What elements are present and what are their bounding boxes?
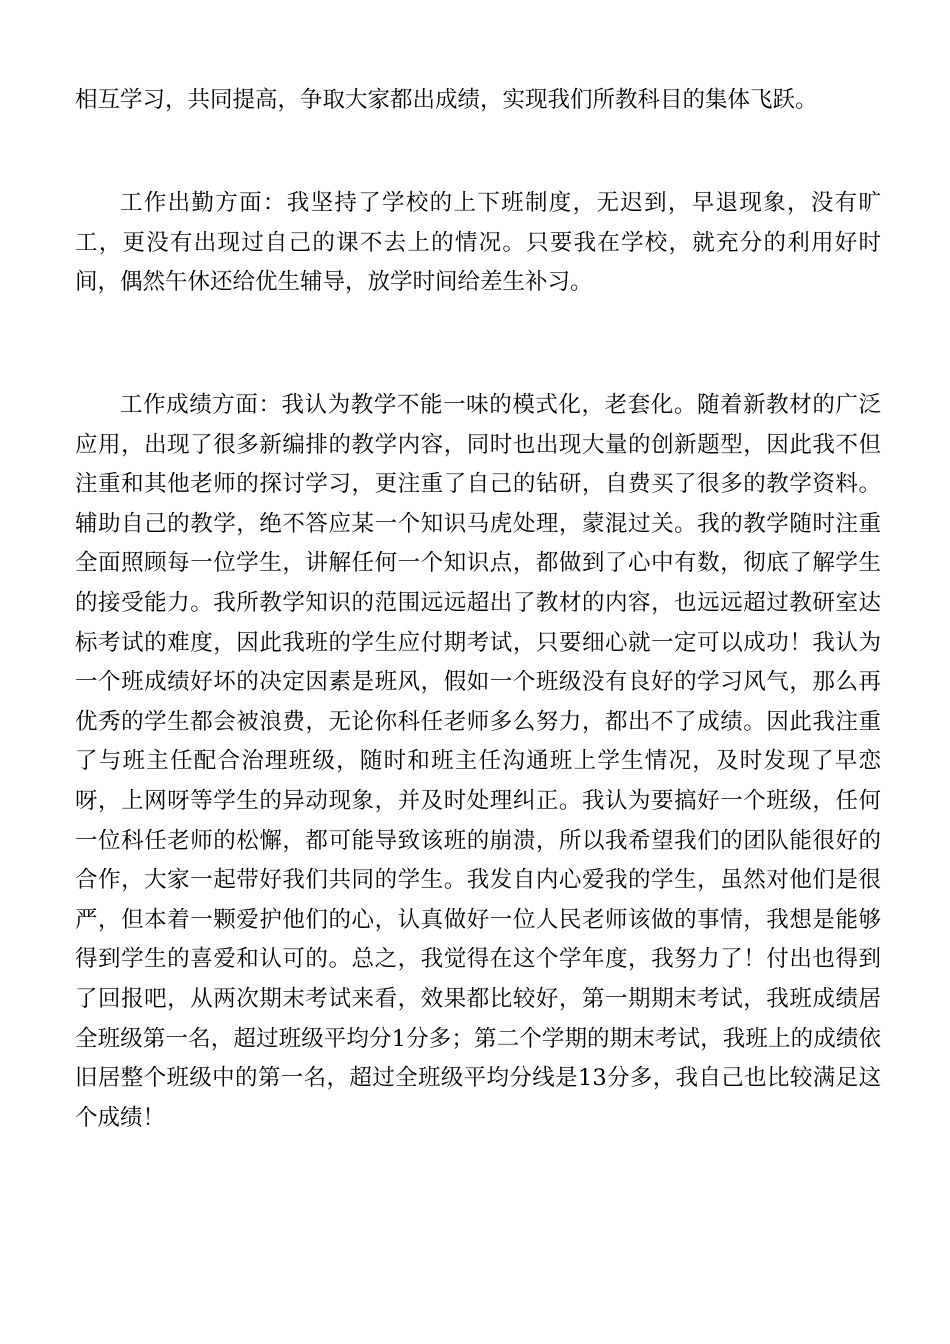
paragraph-achievements: 工作成绩方面：我认为教学不能一味的模式化，老套化。随着新教材的广泛应用，出现了很多新编排的教学内容，同时也出现大量的创新题型，因此我不但注重和其他老师的探讨学习，更注重了自己的钻研，自费买了很多的教学资料。辅助自己的教学，绝不答应某一个知识马虎处理，蒙混过关。我的教学随时注重全面照顾每一位学生，讲解任何一个知识点，都做到了心中有数，彻底了解学生的接受能力。我所教学知识的范围远远超出了教材的内容，也远远超过教研室达标考试的难度，因此我班的学生应付期考试，只要细心就一定可以成功！我认为一个班成绩好坏的决定因素是班风，假如一个班级没有良好的学习风气，那么再优秀的学生都会被浪费，无论你科任老师多么努力，都出不了成绩。因此我注重了与班主任配合治理班级，随时和班主任沟通班上学生情况，及时发现了早恋呀，上网呀等学生的异动现象，并及时处理纠正。我认为要搞好一个班级，任何一位科任老师的松懈，都可能导致该班的崩溃，所以我希望我们的团队能很好的合作，大家一起带好我们共同的学生。我发自内心爱我的学生，虽然对他们是很严，但本着一颗爱护他们的心，认真做好一位人民老师该做的事情，我想是能够得到学生的喜爱和认可的。总之，我觉得在这个学年度，我努力了！付出也得到了回报吧，从两次期末考试来看，效果都比较好，第一期期末考试，我班成绩居全班级第一名，超过班级平均分1分多；第二个学期的期末考试，我班上的成绩依旧居整个班级中的第一名，超过全班级平均分线是13分多，我自己也比较满足这个成绩！	[75, 392, 881, 1131]
paragraph-continuation: 相互学习，共同提高，争取大家都出成绩，实现我们所教科目的集体飞跃。	[75, 87, 818, 113]
paragraph-attendance: 工作出勤方面：我坚持了学校的上下班制度，无迟到，早退现象，没有旷工，更没有出现过自己的课不去上的情况。只要我在学校，就充分的利用好时间，偶然午休还给优生辅导，放学时间给差生补习。	[75, 190, 881, 296]
